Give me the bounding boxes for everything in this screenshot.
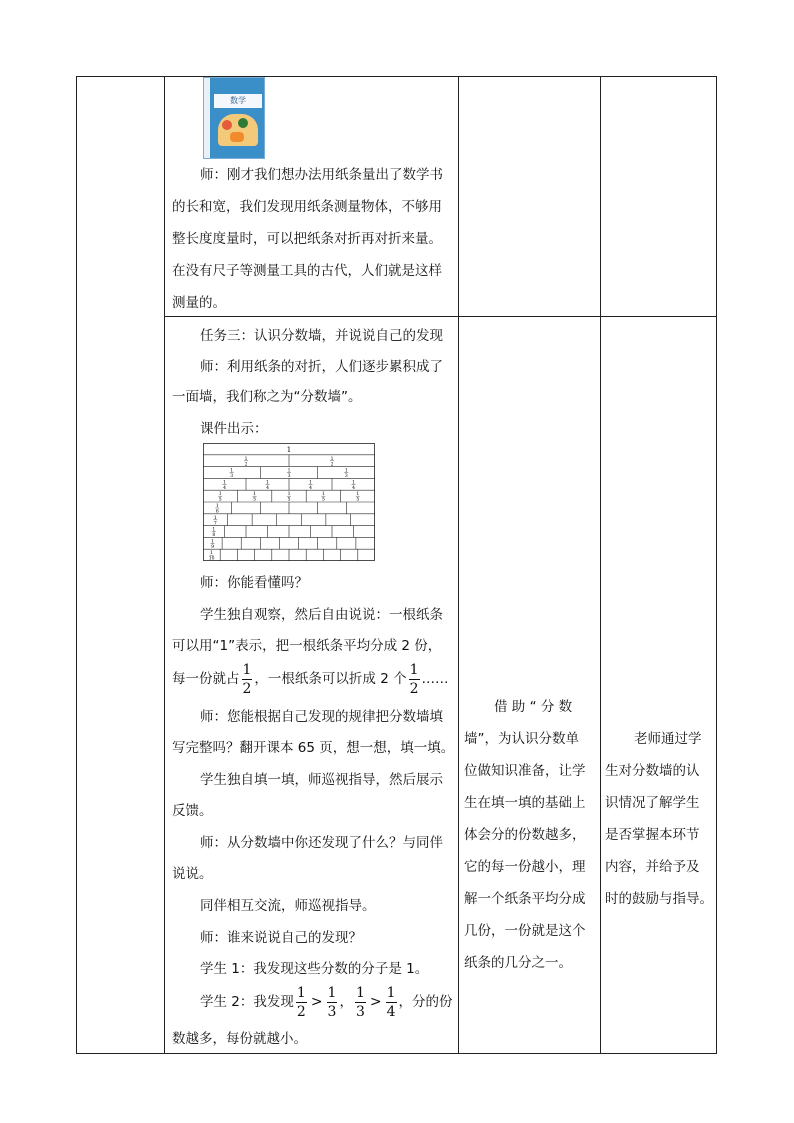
- row-divider: [165, 316, 716, 317]
- wall-fraction-denominator: 7: [213, 521, 217, 527]
- wall-fraction-numerator: 1: [321, 492, 325, 498]
- paragraph-line: 可以用“1”表示，把一根纸条平均分成 2 份，: [172, 638, 442, 654]
- wall-fraction-numerator: 1: [223, 480, 226, 486]
- paragraph-line: 测量的。: [172, 295, 226, 311]
- paragraph-line: 识情况了解学生: [605, 795, 700, 811]
- fraction-denominator: 2: [296, 1003, 306, 1020]
- text-segment: ……: [421, 671, 449, 687]
- fraction-numerator: 1: [242, 661, 252, 678]
- text-segment: ，分的份: [398, 994, 453, 1010]
- wall-fraction-denominator: 5: [321, 497, 325, 503]
- wall-fraction-numerator: 1: [253, 492, 257, 498]
- paragraph-line: 时的鼓励与指导。: [605, 891, 713, 907]
- paragraph-line: 纸条的几分之一。: [464, 955, 572, 971]
- paragraph-line: 反馈。: [172, 803, 213, 819]
- math-book-cover: [203, 77, 265, 159]
- fraction-denominator: 2: [409, 680, 419, 697]
- fraction-denominator: 4: [386, 1003, 396, 1020]
- paragraph-line: 课件出示：: [200, 421, 268, 437]
- wall-fraction-numerator: 1: [212, 527, 216, 533]
- paragraph-line: 生对分数墙的认: [605, 763, 700, 779]
- wall-fraction-numerator: 1: [344, 468, 348, 474]
- fraction-one-half: [409, 663, 420, 696]
- wall-fraction-numerator: 1: [244, 456, 248, 462]
- wall-fraction-numerator: 1: [211, 539, 214, 545]
- fraction: [327, 986, 338, 1019]
- paragraph-line: 说说。: [172, 866, 213, 882]
- paragraph-line: 借 助 “ 分 数: [494, 699, 573, 715]
- paragraph-line: 生在填一填的基础上: [464, 795, 586, 811]
- fraction: [355, 986, 366, 1019]
- text-segment: ，: [339, 994, 353, 1010]
- fraction-numerator: 1: [409, 661, 419, 678]
- paragraph-line: 学生独自观察，然后自由说说：一根纸条: [200, 607, 443, 623]
- paragraph-line: 在没有尺子等测量工具的古代，人们就是这样: [172, 263, 442, 279]
- book-title: 数学: [214, 94, 262, 108]
- wall-fraction-denominator: 6: [215, 509, 219, 515]
- paragraph-line: 位做知识准备，让学: [464, 763, 586, 779]
- fraction: [296, 986, 307, 1019]
- fraction: [386, 986, 397, 1019]
- wall-fraction-denominator: 4: [266, 485, 269, 491]
- text-segment: 每一份就占: [172, 671, 240, 687]
- wall-fraction-numerator: 1: [352, 480, 355, 486]
- wall-fraction-denominator: 2: [330, 462, 334, 468]
- wall-fraction-denominator: 5: [356, 497, 360, 503]
- paragraph-line: 师：您能根据自己发现的规律把分数墙填: [200, 709, 443, 725]
- fraction-numerator: 1: [355, 984, 365, 1001]
- wall-fraction-denominator: 3: [287, 474, 291, 480]
- greater-than-sign: >: [310, 994, 323, 1010]
- paragraph-line: 解一个纸条平均分成: [464, 891, 586, 907]
- wall-fraction-numerator: 1: [309, 480, 312, 486]
- wall-fraction-denominator: 4: [309, 485, 312, 491]
- paragraph-line: 数越多，每份就越小。: [172, 1031, 307, 1047]
- paragraph-line: 体会分的份数越多，: [464, 827, 586, 843]
- paragraph-line: 几份，一份就是这个: [464, 923, 586, 939]
- paragraph-line: 学生 1：我发现这些分数的分子是 1。: [200, 961, 429, 977]
- wall-fraction-denominator: 5: [218, 497, 222, 503]
- task-title: 任务三：认识分数墙，并说说自己的发现: [200, 328, 443, 344]
- wall-fraction-numerator: 1: [213, 515, 217, 521]
- column-divider: [458, 77, 459, 1053]
- text-segment: 学生 2：我发现: [200, 994, 294, 1010]
- paragraph-line: 师：你能看懂吗？: [200, 575, 308, 591]
- paragraph-line: 师：谁来说说自己的发现？: [200, 930, 362, 946]
- paragraph-line: 师：利用纸条的对折，人们逐步累积成了: [200, 359, 443, 375]
- wall-fraction-numerator: 1: [356, 492, 360, 498]
- column-divider: [164, 77, 165, 1053]
- wall-label-whole: 1: [286, 445, 292, 454]
- paragraph-line: 老师通过学: [634, 731, 702, 747]
- text-segment: ，一根纸条可以折成 2 个: [254, 671, 407, 687]
- paragraph-line: 写完整吗？翻开课本 65 页，想一想，填一填。: [172, 740, 455, 756]
- paragraph-line: 是否掌握本环节: [605, 827, 700, 843]
- wall-fraction-denominator: 10: [208, 556, 215, 561]
- wall-fraction-numerator: 1: [330, 456, 334, 462]
- paragraph-line: 师：从分数墙中你还发现了什么？与同伴: [200, 835, 443, 851]
- fraction-denominator: 2: [242, 680, 252, 697]
- paragraph-line: 学生独自填一填，师巡视指导，然后展示: [200, 772, 443, 788]
- wall-fraction-numerator: 1: [215, 504, 219, 509]
- fraction-wall: [203, 443, 375, 561]
- paragraph-line: 它的每一份越小，理: [464, 859, 586, 875]
- wall-fraction-denominator: 2: [244, 462, 248, 468]
- wall-fraction-numerator: 1: [287, 492, 291, 498]
- wall-fraction-denominator: 4: [223, 485, 226, 491]
- wall-fraction-numerator: 1: [230, 468, 234, 474]
- paragraph-line: 整长度度量时，可以把纸条对折再对折来量。: [172, 231, 442, 247]
- fraction-numerator: 1: [327, 984, 337, 1001]
- wall-fraction-denominator: 3: [344, 474, 348, 480]
- fraction-numerator: 1: [296, 984, 306, 1001]
- wall-fraction-numerator: 1: [218, 492, 222, 498]
- paragraph-line: [172, 661, 449, 697]
- fraction-one-half: [242, 663, 253, 696]
- wall-fraction-denominator: 3: [230, 474, 234, 480]
- paragraph-line: 墙”，为认识分数单: [464, 731, 579, 747]
- paragraph-line: 一面墙，我们称之为“分数墙”。: [172, 389, 362, 405]
- wall-fraction-denominator: 5: [287, 497, 291, 503]
- wall-fraction-denominator: 4: [352, 485, 355, 491]
- paragraph-line: 同伴相互交流，师巡视指导。: [200, 898, 376, 914]
- greater-than-sign: >: [369, 994, 382, 1010]
- column-divider: [600, 77, 601, 1053]
- fraction-denominator: 3: [355, 1003, 365, 1020]
- wall-fraction-denominator: 8: [212, 533, 216, 539]
- fraction-numerator: 1: [386, 984, 396, 1001]
- paragraph-line: 师：刚才我们想办法用纸条量出了数学书: [200, 167, 443, 183]
- wall-fraction-numerator: 1: [287, 468, 291, 474]
- wall-fraction-numerator: 1: [266, 480, 269, 486]
- fraction-denominator: 3: [327, 1003, 337, 1020]
- paragraph-line: 内容，并给予及: [605, 859, 700, 875]
- wall-fraction-numerator: 1: [210, 551, 214, 557]
- paragraph-line: [200, 984, 453, 1020]
- paragraph-line: 的长和宽，我们发现用纸条测量物体，不够用: [172, 199, 442, 215]
- wall-fraction-denominator: 5: [253, 497, 257, 503]
- wall-fraction-denominator: 9: [211, 544, 214, 550]
